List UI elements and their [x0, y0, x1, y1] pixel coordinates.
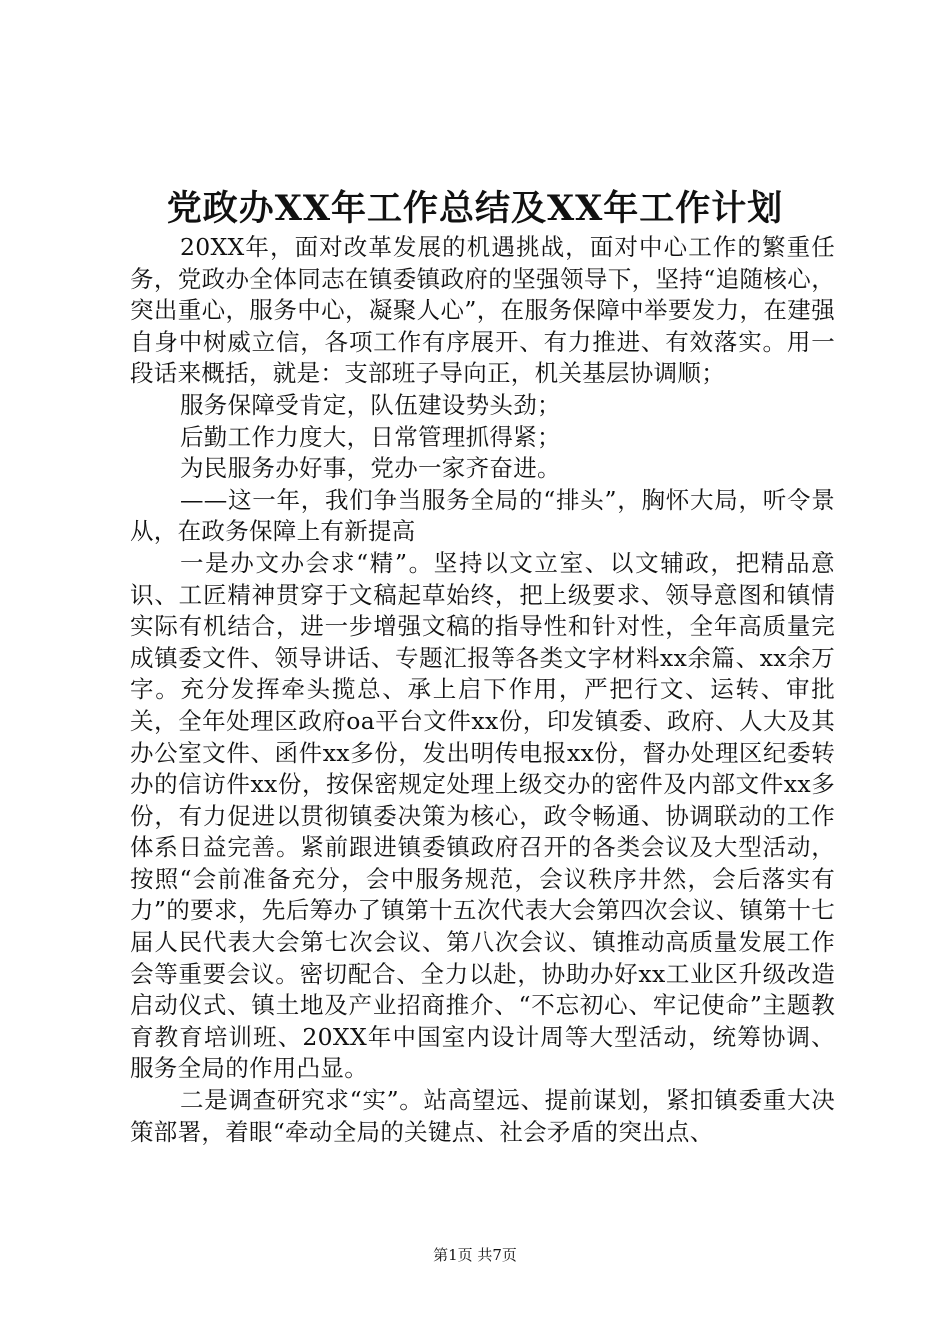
paragraph-item-two: 二是调查研究求“实”。站高望远、提前谋划，紧扣镇委重大决策部署，着眼“牵动全局的关键点、社会矛盾的突出点、 — [130, 1086, 835, 1146]
document-title: 党政办XX年工作总结及XX年工作计划 — [166, 188, 784, 229]
document-body — [130, 232, 835, 1148]
paragraph-intro: 20XX年，面对改革发展的机遇挑战，面对中心工作的繁重任务，党政办全体同志在镇委镇政府的坚强领导下，坚持“追随核心，突出重心，服务中心，凝聚人心”，在服务保障中举要发力，在建强自身中树威立信，各项工作有序展开、有力推进、有效落实。用一段话来概括，就是：支部班子导向正，机关基层协调顺； — [130, 233, 835, 388]
paragraph-item-one: 一是办文办会求“精”。坚持以文立室、以文辅政，把精品意识、工匠精神贯穿于文稿起草始终，把上级要求、领导意图和镇情实际有机结合，进一步增强文稿的指导性和针对性，全年高质量完成镇委文件、领导讲话、专题汇报等各类文字材料xx余篇、xx余万字。充分发挥牵头揽总、承上启下作用，严把行文、运转、审批关，全年处理区政府oa平台文件xx份，印发镇委、政府、人大及其办公室文件、函件xx多份，发出明传电报xx份，督办处理区纪委转办的信访件xx份，按保密规定处理上级交办的密件及内部文件xx多份，有力促进以贯彻镇委决策为核心，政令畅通、协调联动的工作体系日益完善。紧前跟进镇委镇政府召开的各类会议及大型活动，按照“会前准备充分，会中服务规范，会议秩序井然，会后落实有力”的要求，先后筹办了镇第十五次代表大会第四次会议、镇第十七届人民代表大会第七次会议、第八次会议、镇推动高质量发展工作会等重要会议。密切配合、全力以赴，协助办好xx工业区升级改造启动仪式、镇土地及产业招商推介、“不忘初心、牢记使命”主题教育教育培训班、20XX年中国室内设计周等大型活动，统筹协调、服务全局的作用凸显。 — [130, 548, 835, 1083]
paragraph-line-service: 服务保障受肯定，队伍建设势头劲； — [180, 390, 561, 419]
paragraph-line-logistics: 后勤工作力度大，日常管理抓得紧； — [180, 422, 561, 451]
page-footer: 第1页 共7页 — [433, 1246, 517, 1264]
paragraph-line-people: 为民服务办好事，党办一家齐奋进。 — [180, 454, 561, 483]
paragraph-section-heading: ——这一年，我们争当服务全局的“排头”，胸怀大局，听令景从，在政务保障上有新提高 — [130, 485, 835, 546]
